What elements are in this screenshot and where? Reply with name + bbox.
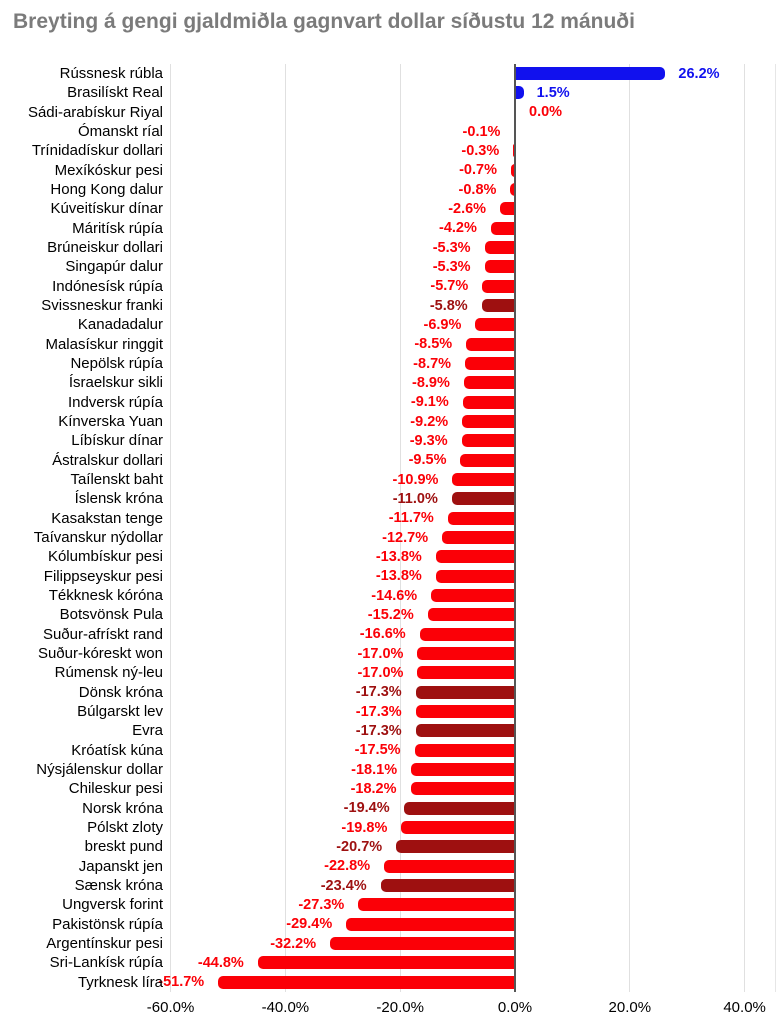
bar-row <box>0 122 777 141</box>
category-label: Mexíkóskur pesi <box>54 161 163 179</box>
value-label: -51.7% <box>158 974 205 991</box>
category-label: Rúmensk ný-leu <box>54 664 163 682</box>
bar <box>258 956 515 969</box>
bar-row <box>0 354 777 373</box>
value-label: -0.3% <box>461 142 500 159</box>
bar <box>415 744 515 757</box>
category-label: Suður-afrískt rand <box>42 625 163 643</box>
bar <box>384 860 515 873</box>
value-label: -11.0% <box>392 490 438 507</box>
bar-row <box>0 161 777 180</box>
category-label: Ástralskur dollari <box>52 451 163 469</box>
value-label: -8.5% <box>414 336 453 353</box>
bar-row <box>0 451 777 470</box>
category-label: Sænsk króna <box>74 877 163 895</box>
bar <box>460 454 515 467</box>
value-label: -0.7% <box>459 162 497 179</box>
bar-row <box>0 277 777 296</box>
bar <box>346 918 515 931</box>
bar-row <box>0 895 777 914</box>
bar <box>515 86 524 99</box>
bar-row <box>0 837 777 856</box>
value-label: -23.4% <box>320 877 367 894</box>
value-label: -5.3% <box>432 258 471 275</box>
value-label: -44.8% <box>197 954 244 971</box>
bar-row <box>0 915 777 934</box>
x-axis-tick-label: -20.0% <box>376 999 424 1016</box>
bar-row <box>0 489 777 508</box>
bar-row <box>0 567 777 586</box>
bar-row <box>0 818 777 837</box>
category-label: Chileskur pesi <box>68 780 163 798</box>
bar <box>417 666 515 679</box>
bar-row <box>0 644 777 663</box>
category-label: Sri-Lankísk rúpía <box>49 954 163 972</box>
bar <box>515 67 665 80</box>
bar <box>452 492 515 505</box>
value-label: -18.2% <box>350 780 397 797</box>
bar <box>416 686 515 699</box>
value-label: -6.9% <box>423 316 462 333</box>
category-label: Malasískur ringgit <box>45 335 163 353</box>
category-label: Svissneskur franki <box>41 297 163 315</box>
bar <box>463 396 515 409</box>
value-label: -18.1% <box>351 761 398 778</box>
bar <box>485 241 515 254</box>
category-label: Kólumbískur pesi <box>47 548 163 566</box>
value-label: -17.0% <box>357 645 404 662</box>
bar <box>466 338 515 351</box>
value-label: -17.3% <box>355 684 402 701</box>
category-label: Kanadadalur <box>77 316 163 334</box>
category-label: Taívanskur nýdollar <box>33 529 163 547</box>
category-label: Singapúr dalur <box>65 258 163 276</box>
value-label: -13.8% <box>375 548 422 565</box>
value-label: -8.7% <box>413 355 452 372</box>
bar-row <box>0 760 777 779</box>
bar-row <box>0 953 777 972</box>
bar-row <box>0 799 777 818</box>
category-label: breskt pund <box>84 838 163 856</box>
bar-row <box>0 373 777 392</box>
bar-row <box>0 470 777 489</box>
bar <box>416 705 515 718</box>
category-label: Dönsk króna <box>78 683 163 701</box>
category-label: Pólskt zloty <box>87 819 163 837</box>
value-label: -9.1% <box>410 394 449 411</box>
bar-row <box>0 141 777 160</box>
bar-row <box>0 779 777 798</box>
bar <box>464 376 515 389</box>
bar <box>416 724 515 737</box>
bar <box>482 299 515 312</box>
bar-row <box>0 257 777 276</box>
value-label: -32.2% <box>270 935 317 952</box>
bar <box>448 512 515 525</box>
bar-row <box>0 64 777 83</box>
bar <box>428 608 515 621</box>
value-label: -11.7% <box>388 510 434 527</box>
category-label: Rússnesk rúbla <box>59 65 163 83</box>
value-label: -2.6% <box>448 200 487 217</box>
x-axis-tick-label: 20.0% <box>608 999 652 1016</box>
bar-row <box>0 663 777 682</box>
bar <box>482 280 515 293</box>
value-label: -17.3% <box>355 722 402 739</box>
bar-row <box>0 934 777 953</box>
bar <box>411 782 515 795</box>
value-label: -13.8% <box>375 568 422 585</box>
value-label: -5.7% <box>430 278 469 295</box>
bar <box>436 570 515 583</box>
category-label: Sádi-arabískur Riyal <box>27 103 163 121</box>
category-label: Kúveitískur dínar <box>50 200 163 218</box>
category-label: Máritísk rúpía <box>72 219 163 237</box>
bar <box>404 802 515 815</box>
bar-row <box>0 547 777 566</box>
chart-title: Breyting á gengi gjaldmiðla gagnvart dollar síðustu 12 mánuði <box>13 10 635 33</box>
value-label: -19.4% <box>343 800 390 817</box>
bar <box>475 318 515 331</box>
zero-axis-line <box>514 64 516 992</box>
category-label: Kínverska Yuan <box>58 413 163 431</box>
bar-row <box>0 335 777 354</box>
value-label: -17.5% <box>354 742 401 759</box>
category-label: Nepölsk rúpía <box>70 355 163 373</box>
value-label: -5.3% <box>432 239 471 256</box>
bar-row <box>0 315 777 334</box>
bar <box>462 434 515 447</box>
category-label: Ómanskt ríal <box>77 123 163 141</box>
value-label: -16.6% <box>359 626 406 643</box>
category-label: Botsvönsk Pula <box>59 606 163 624</box>
category-label: Brasilískt Real <box>67 84 163 102</box>
bar <box>381 879 515 892</box>
category-label: Tékknesk kóróna <box>48 587 163 605</box>
bar-row <box>0 721 777 740</box>
category-label: Japanskt jen <box>78 857 163 875</box>
value-label: 0.0% <box>529 104 563 121</box>
category-label: Norsk króna <box>82 799 163 817</box>
value-label: -9.2% <box>410 413 449 430</box>
category-label: Pakistönsk rúpía <box>52 915 163 933</box>
category-label: Nýsjálenskur dollar <box>36 761 163 779</box>
value-label: -9.5% <box>408 452 447 469</box>
bar <box>417 647 515 660</box>
bar <box>462 415 515 428</box>
value-label: -17.0% <box>357 664 404 681</box>
value-label: -4.2% <box>439 220 477 237</box>
bar <box>431 589 515 602</box>
value-label: 1.5% <box>536 84 570 101</box>
value-label: -12.7% <box>382 529 429 546</box>
bar-row <box>0 103 777 122</box>
value-label: -27.3% <box>298 896 345 913</box>
bar <box>485 260 515 273</box>
value-label: -17.3% <box>355 703 402 720</box>
bar <box>420 628 515 641</box>
category-label: Indversk rúpía <box>67 393 163 411</box>
x-axis-tick-label: -60.0% <box>146 999 195 1016</box>
category-label: Indónesísk rúpía <box>52 277 163 295</box>
bar-row <box>0 605 777 624</box>
category-label: Tyrknesk líra <box>77 973 163 991</box>
bar-row <box>0 219 777 238</box>
category-label: Argentínskur pesi <box>46 935 163 953</box>
bar <box>465 357 515 370</box>
bar-row <box>0 83 777 102</box>
category-label: Króatísk kúna <box>71 741 163 759</box>
x-axis-tick-label: -40.0% <box>261 999 310 1016</box>
bar-row <box>0 857 777 876</box>
category-label: Filippseyskur pesi <box>43 567 163 585</box>
value-label: -9.3% <box>409 432 448 449</box>
bar-row <box>0 586 777 605</box>
category-label: Evra <box>132 722 163 740</box>
bar <box>358 898 515 911</box>
value-label: -5.8% <box>429 297 468 314</box>
bar <box>491 222 515 235</box>
category-label: Taílenskt baht <box>70 471 163 489</box>
bar-row <box>0 528 777 547</box>
bar-row <box>0 431 777 450</box>
x-axis-tick-label: 40.0% <box>723 999 766 1016</box>
bar-row <box>0 625 777 644</box>
x-axis-tick-label: 0.0% <box>497 999 533 1016</box>
value-label: -19.8% <box>341 819 388 836</box>
bar-row <box>0 702 777 721</box>
bar-row <box>0 238 777 257</box>
value-label: -8.9% <box>412 374 450 391</box>
bar-row <box>0 296 777 315</box>
bar-row <box>0 683 777 702</box>
value-label: -0.1% <box>462 123 501 140</box>
bar-row <box>0 393 777 412</box>
bar-row <box>0 412 777 431</box>
bar-row <box>0 876 777 895</box>
category-label: Íslensk króna <box>74 490 163 508</box>
value-label: -14.6% <box>371 587 418 604</box>
bar <box>218 976 515 989</box>
bar-row <box>0 973 777 992</box>
category-label: Hong Kong dalur <box>50 181 163 199</box>
value-label: -22.8% <box>324 858 371 875</box>
value-label: -15.2% <box>367 606 414 623</box>
category-label: Kasakstan tenge <box>51 509 163 527</box>
bar <box>411 763 515 776</box>
category-label: Suður-kóreskt won <box>37 645 163 663</box>
value-label: -0.8% <box>458 181 497 198</box>
bar <box>452 473 515 486</box>
value-label: -10.9% <box>392 471 439 488</box>
bar <box>330 937 515 950</box>
bar <box>442 531 515 544</box>
bar-row <box>0 199 777 218</box>
value-label: -29.4% <box>286 916 333 933</box>
category-label: Brúneiskur dollari <box>47 239 163 257</box>
bar <box>436 550 515 563</box>
bar <box>500 202 515 215</box>
bar <box>396 840 515 853</box>
category-label: Ísraelskur sikli <box>68 374 163 392</box>
value-label: -20.7% <box>336 838 383 855</box>
category-label: Búlgarskt lev <box>77 703 163 721</box>
bar-row <box>0 741 777 760</box>
category-label: Ungversk forint <box>62 896 163 914</box>
value-label: 26.2% <box>678 65 720 82</box>
bar <box>401 821 515 834</box>
bar-row <box>0 180 777 199</box>
category-label: Líbískur dínar <box>71 432 163 450</box>
category-label: Trínidadískur dollari <box>31 142 163 160</box>
bar-row <box>0 509 777 528</box>
